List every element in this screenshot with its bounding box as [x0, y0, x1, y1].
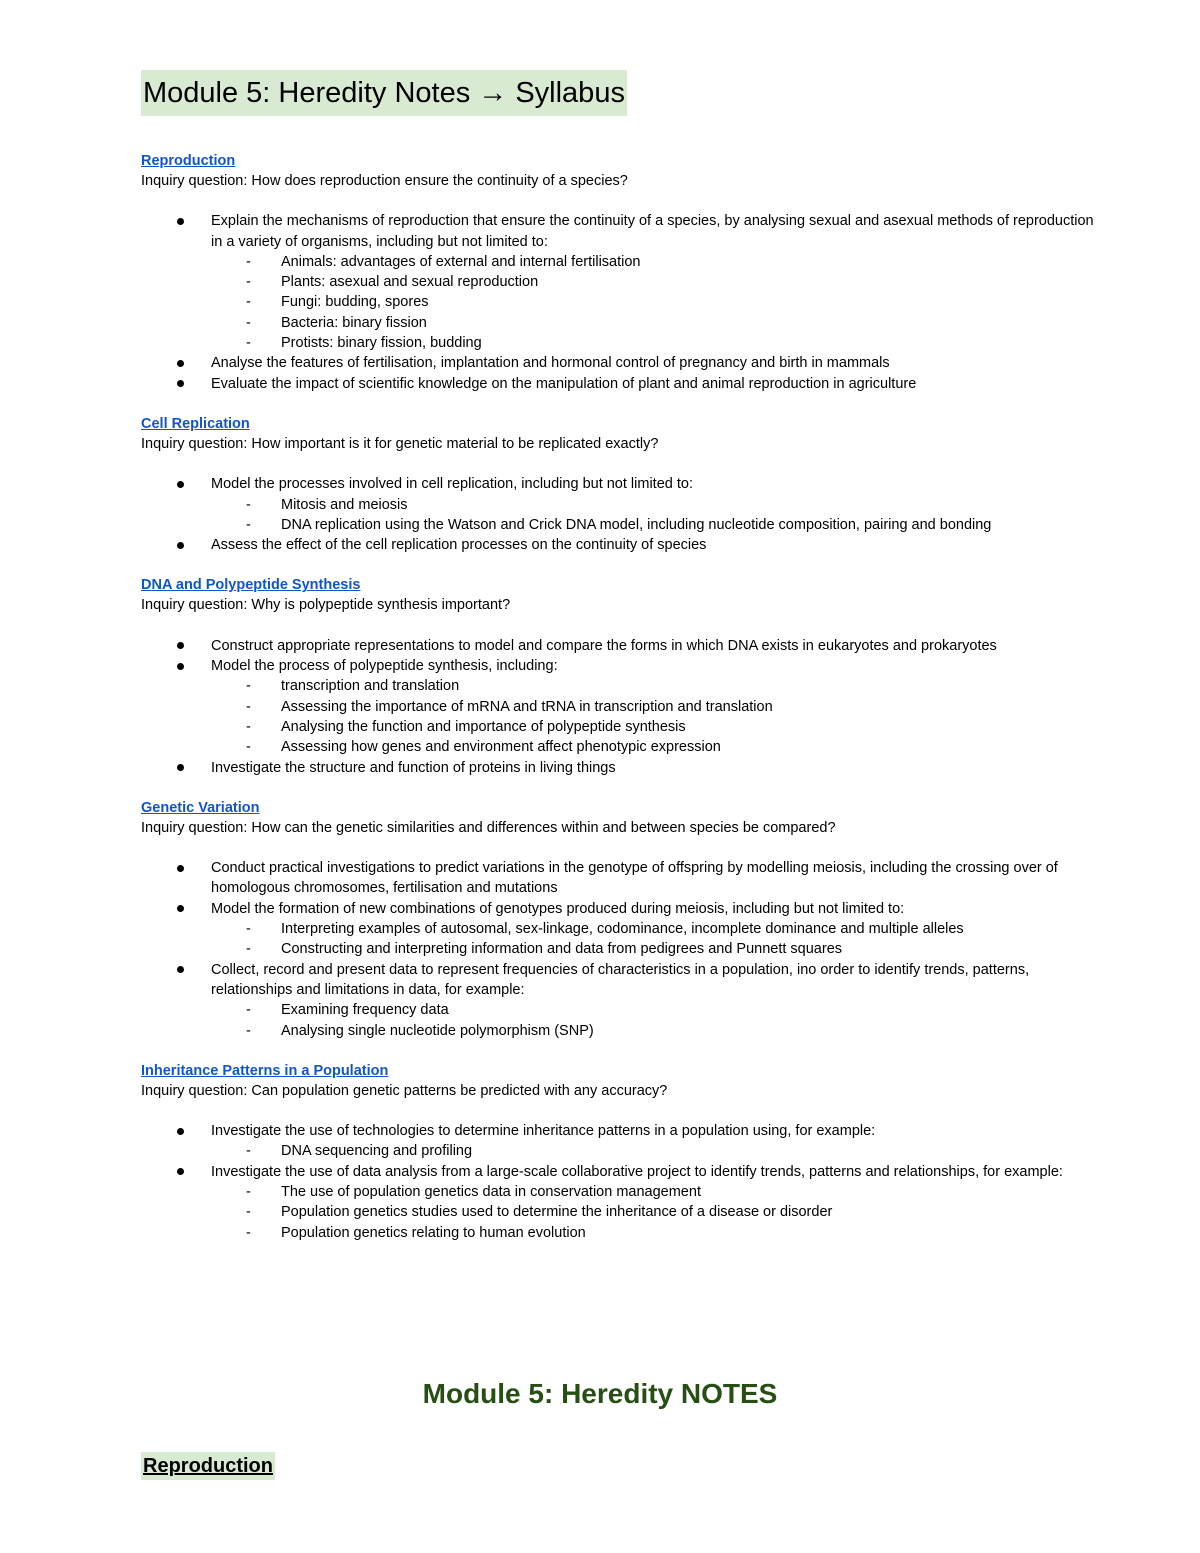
dash-icon: -	[246, 1143, 251, 1160]
bullet-text: Model the process of polypeptide synthesis, including:	[211, 658, 558, 675]
bullet-item	[141, 899, 1101, 960]
bullet-text: Investigate the use of technologies to determine inheritance patterns in a population using, for example:	[211, 1123, 876, 1140]
bullet-item	[141, 960, 1101, 1041]
bullet-dot-icon	[177, 764, 184, 771]
bullet-text: Model the formation of new combinations of genotypes produced during meiosis, including but not limited to:	[211, 900, 905, 917]
sub-item	[141, 333, 1101, 353]
sub-item-text: Bacteria: binary fission	[281, 314, 427, 331]
bullet-dot-icon	[177, 966, 184, 973]
dash-icon: -	[246, 496, 251, 513]
dash-icon: -	[246, 1204, 251, 1221]
spacer	[141, 838, 1101, 858]
sub-item	[141, 737, 1101, 757]
bullet-list	[141, 211, 1101, 394]
sub-item	[141, 515, 1101, 535]
sub-item-text: Assessing the importance of mRNA and tRNA in transcription and translation	[281, 698, 773, 715]
sub-item	[141, 676, 1101, 696]
sub-item	[141, 313, 1101, 333]
bullet-text: Conduct practical investigations to predict variations in the genotype of offspring by modelling meiosis, including the crossing over of homologous chromosomes, fertilisation and mutations	[211, 860, 1058, 897]
bullet-dot-icon	[177, 360, 184, 367]
sub-list	[211, 252, 1101, 353]
sub-item	[141, 1000, 1101, 1020]
section-heading-link[interactable]: Reproduction	[141, 153, 236, 169]
notes-title: Module 5: Heredity NOTES	[422, 1378, 778, 1409]
bullet-dot-icon	[177, 663, 184, 670]
sub-list	[211, 1141, 1101, 1161]
dash-icon: -	[246, 335, 251, 352]
syllabus-section	[141, 414, 1101, 555]
sub-item-text: Protists: binary fission, budding	[281, 335, 482, 352]
bullet-list	[141, 474, 1101, 555]
sub-item	[141, 1141, 1101, 1161]
syllabus-section	[141, 151, 1101, 394]
dash-icon: -	[246, 698, 251, 715]
bullet-dot-icon	[177, 481, 184, 488]
bullet-dot-icon	[177, 865, 184, 872]
syllabus-section	[141, 1061, 1101, 1243]
bullet-item	[141, 1121, 1101, 1162]
dash-icon: -	[246, 1002, 251, 1019]
sub-item	[141, 1202, 1101, 1222]
sub-item	[141, 495, 1101, 515]
bullet-dot-icon	[177, 1168, 184, 1175]
sub-item-text: Population genetics studies used to determine the inheritance of a disease or disorder	[281, 1204, 833, 1221]
sub-item	[141, 717, 1101, 737]
bullet-item	[141, 374, 1101, 394]
dash-icon: -	[246, 739, 251, 756]
sub-item	[141, 1223, 1101, 1243]
inquiry-question: Inquiry question: How can the genetic similarities and differences within and between species be compared?	[141, 819, 836, 836]
bullet-dot-icon	[177, 1128, 184, 1135]
bullet-item	[141, 535, 1101, 555]
bullet-text: Explain the mechanisms of reproduction that ensure the continuity of a species, by analysing sexual and asexual methods of reproduction in a variety of organisms, including but not limited to:	[211, 213, 1094, 250]
sub-item-text: DNA sequencing and profiling	[281, 1143, 473, 1160]
sub-item	[141, 252, 1101, 272]
sub-item-text: transcription and translation	[281, 678, 460, 695]
dash-icon: -	[246, 314, 251, 331]
dash-icon: -	[246, 274, 251, 291]
sub-item	[141, 919, 1101, 939]
bullet-list	[141, 636, 1101, 778]
bullet-list	[141, 1121, 1101, 1243]
bullet-item	[141, 858, 1101, 899]
dash-icon: -	[246, 678, 251, 695]
bullet-text: Construct appropriate representations to model and compare the forms in which DNA exists in eukaryotes and prokaryotes	[211, 637, 997, 654]
sub-item-text: Fungi: budding, spores	[281, 294, 429, 311]
bullet-text: Investigate the structure and function of proteins in living things	[211, 759, 616, 776]
bullet-dot-icon	[177, 380, 184, 387]
sub-list	[211, 919, 1101, 960]
sub-list	[211, 1182, 1101, 1243]
sub-list	[211, 1000, 1101, 1041]
sub-item-text: Interpreting examples of autosomal, sex-linkage, codominance, incomplete dominance and multiple alleles	[281, 921, 964, 938]
dash-icon: -	[246, 921, 251, 938]
bullet-item	[141, 758, 1101, 778]
sub-item	[141, 1021, 1101, 1041]
dash-icon: -	[246, 718, 251, 735]
sub-item-text: Plants: asexual and sexual reproduction	[281, 274, 539, 291]
dash-icon: -	[246, 941, 251, 958]
bullet-dot-icon	[177, 642, 184, 649]
bullet-item	[141, 636, 1101, 656]
section-heading-link[interactable]: Cell Replication	[141, 415, 250, 432]
bullet-item	[141, 474, 1101, 535]
spacer	[141, 1101, 1101, 1121]
dash-icon: -	[246, 1224, 251, 1241]
spacer	[141, 454, 1101, 474]
section-heading-link[interactable]: Inheritance Patterns in a Population	[141, 1062, 389, 1079]
sub-item-text: Population genetics relating to human evolution	[281, 1224, 586, 1241]
inquiry-question: Inquiry question: How important is it for genetic material to be replicated exactly?	[141, 435, 659, 452]
bullet-text: Analyse the features of fertilisation, implantation and hormonal control of pregnancy and birth in mammals	[211, 355, 890, 372]
spacer	[141, 615, 1101, 635]
sub-item-text: Mitosis and meiosis	[281, 496, 408, 513]
inquiry-question: Inquiry question: How does reproduction ensure the continuity of a species?	[141, 173, 628, 189]
bullet-list	[141, 858, 1101, 1041]
bullet-text: Evaluate the impact of scientific knowledge on the manipulation of plant and animal reproduction in agriculture	[211, 375, 917, 392]
sub-item	[141, 292, 1101, 312]
sub-item-text: Examining frequency data	[281, 1002, 449, 1019]
sub-item-text: Animals: advantages of external and internal fertilisation	[281, 253, 641, 270]
inquiry-question: Inquiry question: Why is polypeptide synthesis important?	[141, 597, 511, 614]
sub-item-text: DNA replication using the Watson and Crick DNA model, including nucleotide composition, pairing and bonding	[281, 516, 992, 533]
dash-icon: -	[246, 516, 251, 533]
syllabus-section	[141, 798, 1101, 1041]
bullet-text: Assess the effect of the cell replication processes on the continuity of species	[211, 537, 707, 554]
bullet-text: Collect, record and present data to represent frequencies of characteristics in a population, ino order to identify trends, patterns, relationships and limitations in data, for example:	[211, 961, 1030, 998]
inquiry-question: Inquiry question: Can population genetic patterns be predicted with any accuracy?	[141, 1082, 668, 1099]
bullet-dot-icon	[177, 218, 184, 225]
notes-section-heading: Reproduction	[141, 1452, 275, 1480]
bullet-dot-icon	[177, 905, 184, 912]
sub-item	[141, 697, 1101, 717]
dash-icon: -	[246, 253, 251, 270]
sub-item-text: Analysing single nucleotide polymorphism (SNP)	[281, 1022, 594, 1039]
bullet-item	[141, 656, 1101, 757]
dash-icon: -	[246, 1022, 251, 1039]
bullet-dot-icon	[177, 542, 184, 549]
spacer	[141, 191, 1101, 211]
sub-item	[141, 939, 1101, 959]
dash-icon: -	[246, 1183, 251, 1200]
sub-item-text: The use of population genetics data in conservation management	[281, 1183, 701, 1200]
bullet-text: Model the processes involved in cell replication, including but not limited to:	[211, 476, 693, 493]
bullet-text: Investigate the use of data analysis from a large-scale collaborative project to identify trends, patterns and relationships, for example:	[211, 1163, 1063, 1180]
syllabus-section	[141, 575, 1101, 777]
sub-item-text: Constructing and interpreting information and data from pedigrees and Punnett squares	[281, 941, 843, 958]
bullet-item	[141, 1162, 1101, 1243]
bullet-item	[141, 211, 1101, 353]
sub-item	[141, 272, 1101, 292]
dash-icon: -	[246, 294, 251, 311]
page-title: Module 5: Heredity Notes → Syllabus	[141, 70, 627, 116]
sub-item	[141, 1182, 1101, 1202]
sub-item-text: Assessing how genes and environment affect phenotypic expression	[281, 739, 721, 756]
section-heading-link[interactable]: DNA and Polypeptide Synthesis	[141, 577, 361, 594]
sub-list	[211, 495, 1101, 536]
sub-list	[211, 676, 1101, 757]
syllabus-body	[141, 151, 1101, 1263]
sub-item-text: Analysing the function and importance of polypeptide synthesis	[281, 718, 686, 735]
bullet-item	[141, 353, 1101, 373]
section-heading-link[interactable]: Genetic Variation	[141, 799, 260, 816]
